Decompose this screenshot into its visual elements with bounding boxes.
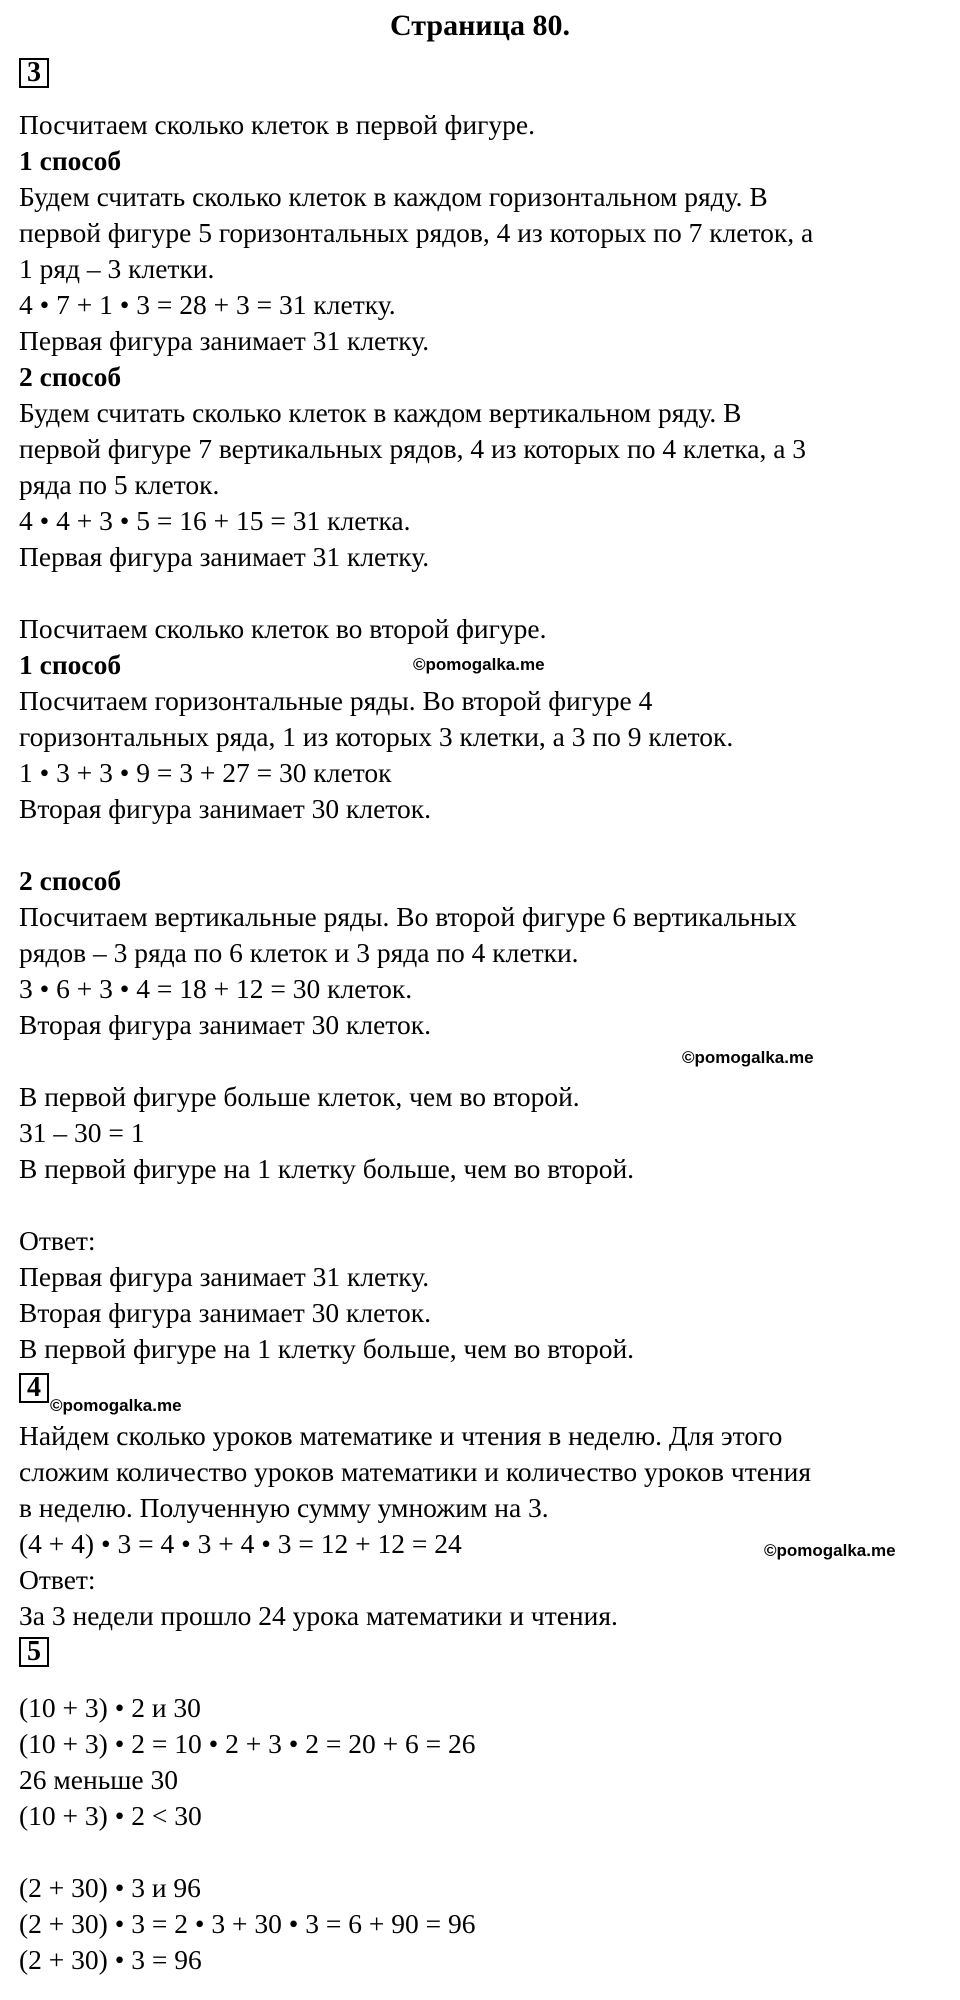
task-number-3: 3 (19, 58, 49, 88)
text-line: Будем считать сколько клеток в каждом вертикальном ряду. В (19, 397, 742, 428)
equation-line: (2 + 30) • 3 и 96 (19, 1872, 201, 1903)
text-line: В первой фигуре на 1 клетку больше, чем во второй. (19, 1153, 635, 1184)
text-line: Найдем сколько уроков математике и чтения в неделю. Для этого (19, 1420, 783, 1451)
text-line: В первой фигуре больше клеток, чем во второй. (19, 1081, 580, 1112)
text-line: Вторая фигура занимает 30 клеток. (19, 793, 431, 824)
equation-line: (2 + 30) • 3 = 96 (19, 1944, 202, 1975)
equation-line: (4 + 4) • 3 = 4 • 3 + 4 • 3 = 12 + 12 = 24 (19, 1528, 462, 1559)
text-line: ряда по 5 клеток. (19, 469, 220, 500)
method-heading: 2 способ (19, 865, 122, 896)
text-line: Посчитаем горизонтальные ряды. Во второй фигуре 4 (19, 685, 653, 716)
text-line: Вторая фигура занимает 30 клеток. (19, 1009, 431, 1040)
text-line: 26 меньше 30 (19, 1764, 178, 1795)
equation-line: (10 + 3) • 2 и 30 (19, 1692, 201, 1723)
text-line: Первая фигура занимает 31 клетку. (19, 1261, 430, 1292)
text-line: За 3 недели прошло 24 урока математики и чтения. (19, 1600, 618, 1631)
equation-line: 4 • 7 + 1 • 3 = 28 + 3 = 31 клетку. (19, 289, 396, 320)
text-line: Первая фигура занимает 31 клетку. (19, 541, 430, 572)
equation-line: 1 • 3 + 3 • 9 = 3 + 27 = 30 клеток (19, 757, 392, 788)
text-line: первой фигуре 7 вертикальных рядов, 4 из которых по 4 клетка, а 3 (19, 433, 807, 464)
answer-label: Ответ: (19, 1225, 96, 1256)
text-line: В первой фигуре на 1 клетку больше, чем во второй. (19, 1333, 635, 1364)
text-line: Вторая фигура занимает 30 клеток. (19, 1297, 431, 1328)
watermark: ©pomogalka.me (50, 1396, 182, 1415)
text-line: Посчитаем сколько клеток в первой фигуре. (19, 109, 535, 140)
text-line: Будем считать сколько клеток в каждом горизонтальном ряду. В (19, 181, 768, 212)
method-heading: 2 способ (19, 361, 122, 392)
text-line: горизонтальных ряда, 1 из которых 3 клетки, а 3 по 9 клеток. (19, 721, 734, 752)
text-line: 1 ряд – 3 клетки. (19, 253, 215, 284)
watermark: ©pomogalka.me (682, 1048, 814, 1067)
text-line: рядов – 3 ряда по 6 клеток и 3 ряда по 4 клетки. (19, 937, 579, 968)
watermark: ©pomogalka.me (413, 655, 545, 674)
text-line: Посчитаем вертикальные ряды. Во второй фигуре 6 вертикальных (19, 901, 797, 932)
text-line: Первая фигура занимает 31 клетку. (19, 325, 430, 356)
method-heading: 1 способ (19, 145, 122, 176)
task-number-5: 5 (19, 1637, 49, 1667)
text-line: в неделю. Полученную сумму умножим на 3. (19, 1492, 549, 1523)
text-line: сложим количество уроков математики и количество уроков чтения (19, 1456, 812, 1487)
page-title: Страница 80. (390, 9, 570, 42)
equation-line: (10 + 3) • 2 = 10 • 2 + 3 • 2 = 20 + 6 = 26 (19, 1728, 476, 1759)
equation-line: (10 + 3) • 2 < 30 (19, 1800, 202, 1831)
equation-line: 4 • 4 + 3 • 5 = 16 + 15 = 31 клетка. (19, 505, 411, 536)
equation-line: 3 • 6 + 3 • 4 = 18 + 12 = 30 клеток. (19, 973, 413, 1004)
equation-line: (2 + 30) • 3 = 2 • 3 + 30 • 3 = 6 + 90 = 96 (19, 1908, 476, 1939)
text-line: Посчитаем сколько клеток во второй фигуре. (19, 613, 547, 644)
answer-label: Ответ: (19, 1564, 96, 1595)
method-heading: 1 способ (19, 649, 122, 680)
task-number-4: 4 (19, 1373, 49, 1403)
text-line: первой фигуре 5 горизонтальных рядов, 4 из которых по 7 клеток, а (19, 217, 814, 248)
watermark: ©pomogalka.me (764, 1541, 896, 1560)
equation-line: 31 – 30 = 1 (19, 1117, 145, 1148)
